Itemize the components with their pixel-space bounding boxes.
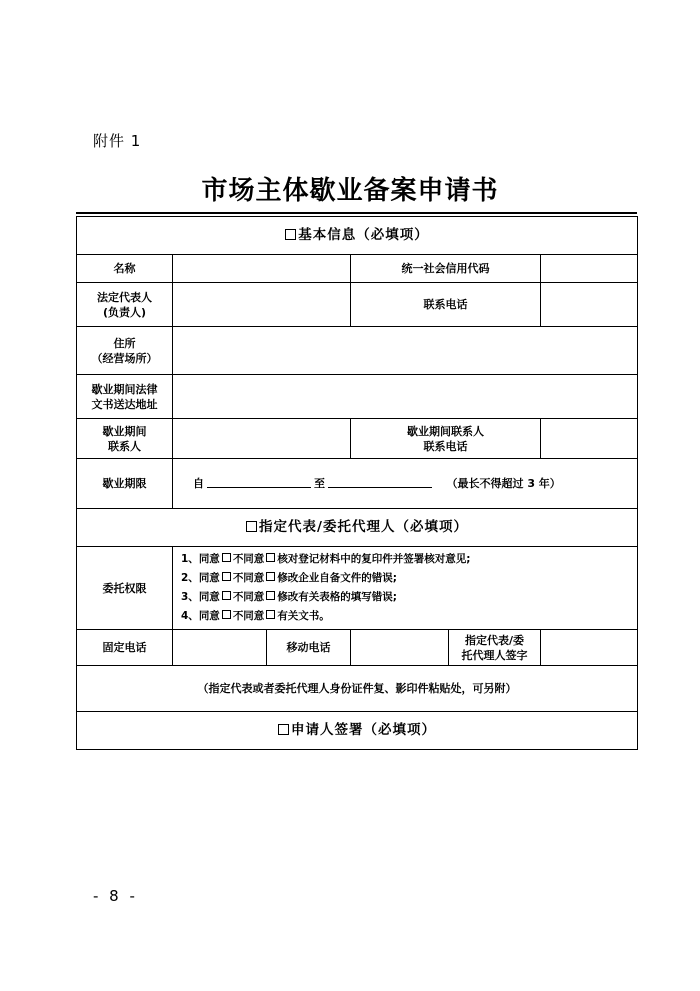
disagree-label: 不同意 (232, 572, 265, 584)
fixed-phone-label: 固定电话 (77, 630, 173, 666)
closure-contact-phone-label-line1: 歇业期间联系人 (407, 424, 484, 438)
closure-contact-phone-label (351, 419, 541, 459)
permissions-list (173, 547, 638, 630)
period-from-label: 自 (193, 477, 204, 490)
agree-label: 同意 (198, 553, 220, 565)
checkbox-icon[interactable] (278, 724, 289, 735)
permission-item (181, 550, 637, 569)
page-title: 市场主体歇业备案申请书 (201, 176, 499, 206)
closure-contact-field[interactable] (173, 419, 351, 459)
agree-checkbox[interactable] (222, 610, 231, 619)
section-applicant-title: 申请人签署（必填项） (291, 722, 437, 738)
disagree-checkbox[interactable] (266, 610, 275, 619)
closure-period-row (77, 459, 638, 509)
disagree-checkbox[interactable] (266, 591, 275, 600)
section-applicant-row (77, 712, 638, 750)
section-basic-info-row (77, 217, 638, 255)
agree-checkbox[interactable] (222, 572, 231, 581)
closure-contact-label-line1: 歇业期间 (102, 424, 147, 438)
address-field[interactable] (173, 327, 638, 375)
agree-checkbox[interactable] (222, 553, 231, 562)
credit-code-label: 统一社会信用代码 (351, 255, 541, 283)
address-row (77, 327, 638, 375)
checkbox-icon[interactable] (246, 521, 257, 532)
legal-doc-address-field[interactable] (173, 375, 638, 419)
phone-field[interactable] (541, 283, 638, 327)
name-row (77, 255, 638, 283)
legal-rep-field[interactable] (173, 283, 351, 327)
title-divider (76, 212, 637, 214)
permission-text: 修改有关表格的填写错误; (277, 591, 398, 603)
closure-contact-phone-field[interactable] (541, 419, 638, 459)
address-label (77, 327, 173, 375)
agent-signature-label (449, 630, 541, 666)
agree-label: 同意 (198, 591, 220, 603)
attachment-label: 附件 1 (93, 132, 142, 150)
closure-contact-label-line2: 联系人 (108, 439, 141, 453)
legal-doc-address-label-line1: 歇业期间法律 (91, 382, 158, 396)
permission-text: 修改企业自备文件的错误; (277, 572, 398, 584)
address-label-line1: 住所 (113, 336, 136, 350)
name-label: 名称 (77, 255, 173, 283)
section-applicant-header[interactable] (77, 712, 638, 750)
mobile-phone-field[interactable] (351, 630, 449, 666)
name-field[interactable] (173, 255, 351, 283)
permission-num: 2、 (181, 572, 199, 584)
id-paste-row (77, 666, 638, 712)
legal-rep-label-line2: (负责人) (102, 305, 147, 319)
permission-item (181, 569, 637, 588)
legal-doc-address-label-line2: 文书送达地址 (91, 397, 158, 411)
disagree-label: 不同意 (232, 591, 265, 603)
permission-num: 1、 (181, 553, 199, 565)
closure-contact-label (77, 419, 173, 459)
permission-text: 有关文书。 (277, 610, 330, 622)
permissions-row (77, 547, 638, 630)
page-number: - 8 - (93, 887, 138, 905)
section-basic-info-title: 基本信息（必填项） (298, 227, 429, 243)
disagree-label: 不同意 (232, 610, 265, 622)
section-agent-row (77, 509, 638, 547)
closure-contact-row (77, 419, 638, 459)
period-start-input[interactable] (207, 476, 311, 488)
closure-period-field (173, 459, 638, 509)
period-note: （最长不得超过 3 年） (446, 477, 561, 490)
period-to-label: 至 (314, 477, 325, 490)
permission-num: 3、 (181, 591, 199, 603)
permission-item (181, 607, 637, 626)
disagree-label: 不同意 (232, 553, 265, 565)
permission-item (181, 588, 637, 607)
checkbox-icon[interactable] (285, 229, 296, 240)
disagree-checkbox[interactable] (266, 572, 275, 581)
agent-contact-row (77, 630, 638, 666)
application-form (76, 216, 638, 750)
agree-label: 同意 (198, 610, 220, 622)
permission-num: 4、 (181, 610, 199, 622)
disagree-checkbox[interactable] (266, 553, 275, 562)
period-end-input[interactable] (328, 476, 432, 488)
agree-checkbox[interactable] (222, 591, 231, 600)
section-agent-header[interactable] (77, 509, 638, 547)
section-basic-info-header[interactable] (77, 217, 638, 255)
legal-rep-row (77, 283, 638, 327)
closure-contact-phone-label-line2: 联系电话 (423, 439, 468, 453)
agent-signature-label-line2: 托代理人签字 (461, 648, 528, 662)
legal-rep-label (77, 283, 173, 327)
id-paste-area (77, 666, 638, 712)
legal-rep-label-line1: 法定代表人 (97, 290, 152, 304)
permission-text: 核对登记材料中的复印件并签署核对意见; (277, 553, 471, 565)
agent-signature-label-line1: 指定代表/委 (464, 633, 525, 647)
legal-doc-address-row (77, 375, 638, 419)
agent-signature-field[interactable] (541, 630, 638, 666)
mobile-phone-label: 移动电话 (267, 630, 351, 666)
permission-label: 委托权限 (77, 547, 173, 630)
closure-period-label: 歇业期限 (77, 459, 173, 509)
legal-doc-address-label (77, 375, 173, 419)
fixed-phone-field[interactable] (173, 630, 267, 666)
address-label-line2: （经营场所） (91, 351, 158, 365)
agree-label: 同意 (198, 572, 220, 584)
phone-label: 联系电话 (351, 283, 541, 327)
section-agent-title: 指定代表/委托代理人（必填项） (259, 519, 468, 535)
credit-code-field[interactable] (541, 255, 638, 283)
id-paste-note: （指定代表或者委托代理人身份证件复、影印件粘贴处，可另附） (197, 682, 517, 695)
